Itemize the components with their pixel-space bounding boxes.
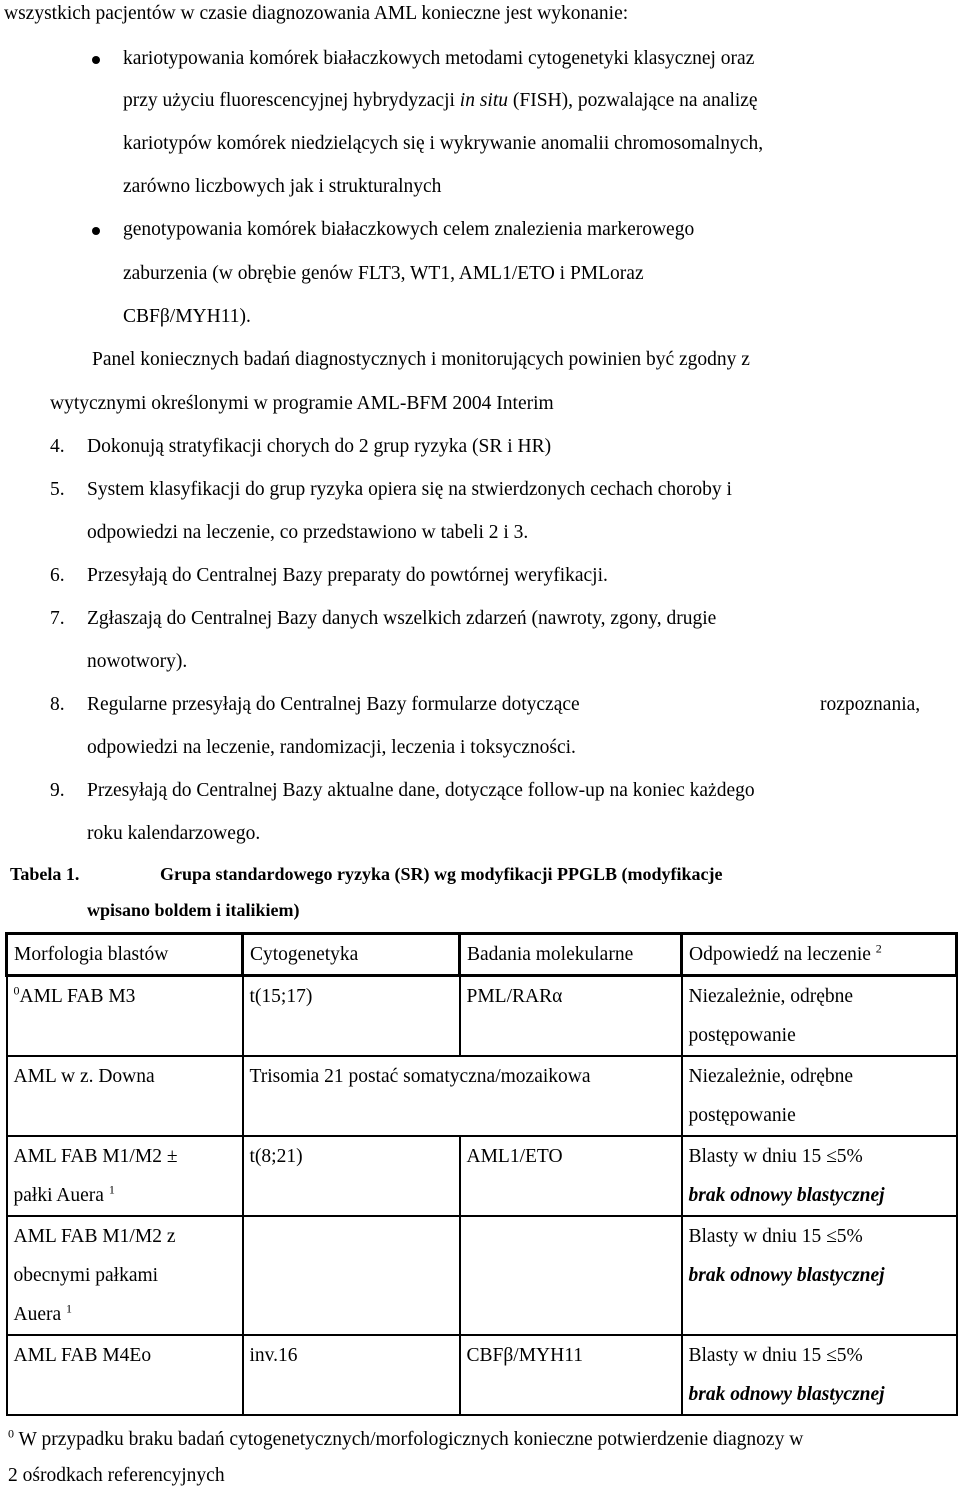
panel-line-1: Panel koniecznych badań diagnostycznych i monitorujących powinien być zgodny z (92, 349, 750, 370)
cell-morphology: AML FAB M4Eo (7, 1335, 243, 1415)
bullet-marker (92, 56, 100, 64)
cell-cytogenetics: t(15;17) (243, 976, 460, 1057)
bullet-2-line-3: CBFβ/MYH11). (123, 306, 251, 327)
table-caption-title-line-2: wpisano boldem i italikiem) (87, 900, 300, 920)
cell-cytogenetics: inv.16 (243, 1335, 460, 1415)
item-6-number: 6. (50, 565, 65, 586)
header-molecular: Badania molekularne (460, 934, 682, 976)
panel-line-2: wytycznymi określonymi w programie AML-BFM 2004 Interim (50, 393, 554, 414)
item-5-text-line-2: odpowiedzi na leczenie, co przedstawiono w tabeli 2 i 3. (87, 522, 529, 543)
cell-morphology: AML w z. Downa (7, 1056, 243, 1136)
item-9-text-line-1: Przesyłają do Centralnej Bazy aktualne dane, dotyczące follow-up na koniec każdego (87, 780, 755, 801)
item-4-text: Dokonują stratyfikacji chorych do 2 grup ryzyka (SR i HR) (87, 436, 552, 457)
cell-cytogenetics: Trisomia 21 postać somatyczna/mozaikowa (243, 1056, 682, 1136)
item-7-text-line-2: nowotwory). (87, 651, 188, 672)
header-morphology: Morfologia blastów (7, 934, 243, 976)
item-8-text-line-2: odpowiedzi na leczenie, randomizacji, leczenia i toksyczności. (87, 737, 576, 758)
table-row (7, 1056, 957, 1136)
cell-morphology: AML FAB M1/M2 z obecnymi pałkami Auera $^1$ (7, 1216, 243, 1335)
intro-line: wszystkich pacjentów w czasie diagnozowania AML konieczne jest wykonanie: (4, 3, 629, 24)
cell-molecular: AML1/ETO (460, 1136, 682, 1216)
table-caption-title: Grupa standardowego ryzyka (SR) wg modyfikacji PPGLB (modyfikacje (160, 864, 723, 884)
cell-molecular (460, 1216, 682, 1335)
cell-cytogenetics: t(8;21) (243, 1136, 460, 1216)
footnote-line-1: $^0$ W przypadku braku badań cytogenetycznych/morfologicznych konieczne potwierdzenie diagnozy w (8, 1426, 804, 1450)
bullet-marker (92, 227, 100, 235)
cell-molecular: PML/RARα (460, 976, 682, 1057)
bullet-2-line-2: zaburzenia (w obrębie genów FLT3, WT1, AML1/ETO i PMLoraz (123, 263, 644, 284)
item-8-number: 8. (50, 694, 65, 715)
cell-molecular: CBFβ/MYH11 (460, 1335, 682, 1415)
table-caption-label: Tabela 1. (10, 864, 80, 884)
item-9-text-line-2: roku kalendarzowego. (87, 823, 261, 844)
cell-response: Niezależnie, odrębne postępowanie (682, 976, 957, 1057)
table-row (7, 1136, 957, 1216)
cell-response: Blasty w dniu 15 ≤5% brak odnowy blastycznej (682, 1335, 957, 1415)
risk-group-table (5, 932, 958, 1416)
header-cytogenetics: Cytogenetyka (243, 934, 460, 976)
cell-response: Blasty w dniu 15 ≤5% brak odnowy blastycznej (682, 1136, 957, 1216)
cell-morphology: $^0$AML FAB M3 (7, 976, 243, 1057)
bullet-1-line-3: kariotypów komórek niedzielących się i wykrywanie anomalii chromosomalnych, (123, 133, 764, 154)
item-4-number: 4. (50, 436, 65, 457)
item-5-text-line-1: System klasyfikacji do grup ryzyka opiera się na stwierdzonych cechach choroby i (87, 479, 732, 500)
item-7-number: 7. (50, 608, 65, 629)
item-9-number: 9. (50, 780, 65, 801)
bullet-2-line-1: genotypowania komórek białaczkowych celem znalezienia markerowego (123, 219, 695, 240)
table-header-row (7, 934, 957, 976)
item-8-text-line-1b: rozpoznania, (820, 694, 921, 715)
table-row (7, 1335, 957, 1415)
cell-response: Blasty w dniu 15 ≤5% brak odnowy blastycznej (682, 1216, 957, 1335)
in-situ-italic: in situ (459, 90, 508, 111)
item-8-text-line-1a: Regularne przesyłają do Centralnej Bazy formularze dotyczące (87, 694, 580, 715)
header-response: Odpowiedź na leczenie $^2$ (682, 934, 957, 976)
bullet-1-line-2: przy użyciu fluorescencyjnej hybrydyzacji in situ (FISH), pozwalające na analizę (123, 90, 758, 111)
item-6-text: Przesyłają do Centralnej Bazy preparaty do powtórnej weryfikacji. (87, 565, 608, 586)
table-row (7, 976, 957, 1057)
cell-cytogenetics (243, 1216, 460, 1335)
cell-response: Niezależnie, odrębne postępowanie (682, 1056, 957, 1136)
item-7-text-line-1: Zgłaszają do Centralnej Bazy danych wszelkich zdarzeń (nawroty, zgony, drugie (87, 608, 717, 629)
footnote-line-2: 2 ośrodkach referencyjnych (8, 1465, 225, 1486)
cell-morphology: AML FAB M1/M2 ± pałki Auera $^1$ (7, 1136, 243, 1216)
table-row (7, 1216, 957, 1335)
item-5-number: 5. (50, 479, 65, 500)
bullet-1-line-1: kariotypowania komórek białaczkowych metodami cytogenetyki klasycznej oraz (123, 48, 755, 69)
bullet-1-line-4: zarówno liczbowych jak i strukturalnych (123, 176, 442, 197)
